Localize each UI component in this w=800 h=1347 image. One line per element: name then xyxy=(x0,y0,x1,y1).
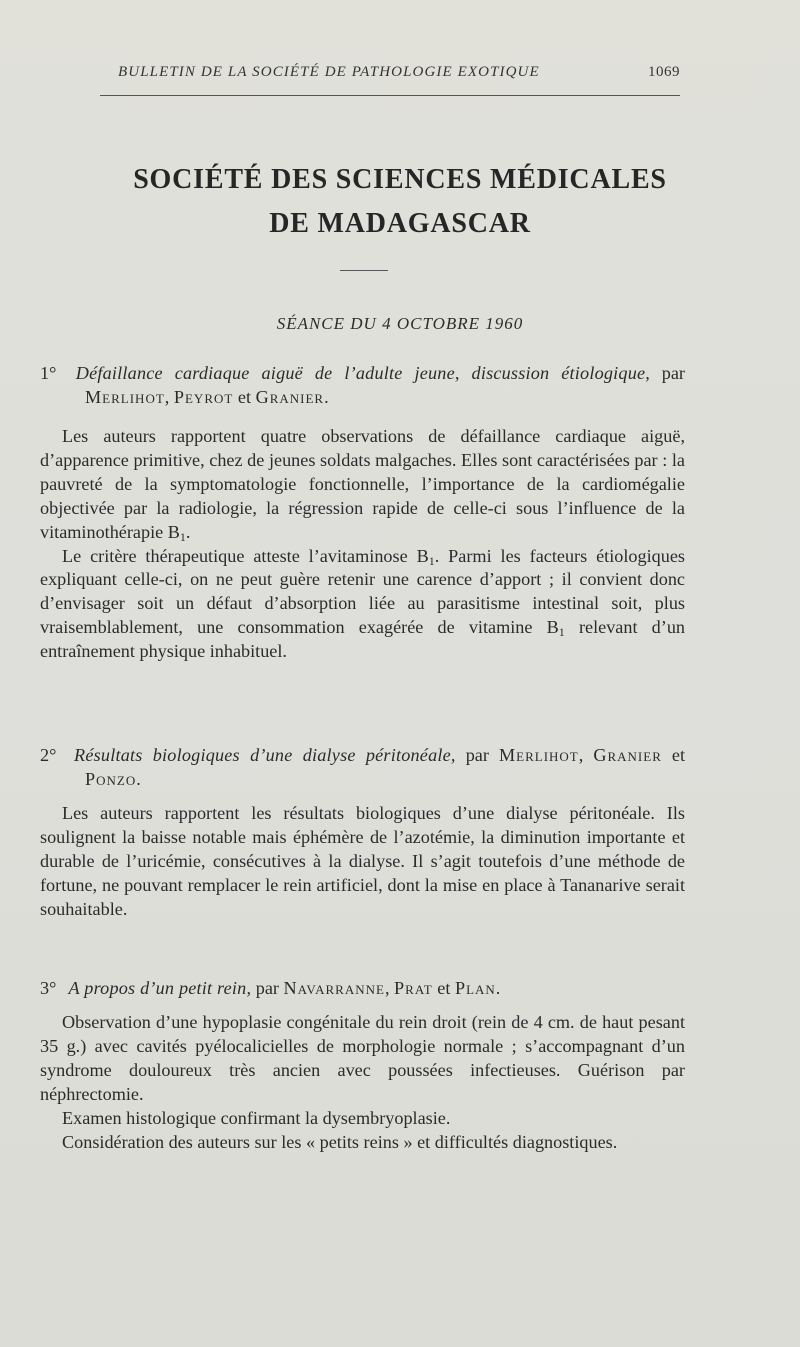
period: . xyxy=(324,387,329,407)
page-number: 1069 xyxy=(648,64,680,80)
item-1-paragraph-2: Le critère thérapeutique atteste l’avitaminose $B_1$. Parmi les facteurs étiologiques expliquant celle-ci, on ne peut guère retenir une carence d’apport ; il convient donc d’envisager soit un défaut d’absorption liée au parasitisme intestinal soit, plus vraisemblablement, une consommation exagérée de vitamine $B_1$ relevant d’un entraînement physique inhabituel. xyxy=(40,545,686,662)
item-3-number: 3° xyxy=(40,978,57,998)
item-1-title: Défaillance cardiaque aiguë de l’adulte jeune, discussion étiologique, xyxy=(75,363,651,383)
item-2-number: 2° xyxy=(40,745,57,765)
period: . xyxy=(495,978,501,998)
comma: , xyxy=(384,978,390,998)
item-3-author-2: Prat xyxy=(394,978,433,998)
item-2-author-1: Merlihot xyxy=(498,745,579,765)
item-2-author-3: Ponzo xyxy=(85,769,137,789)
item-2-heading xyxy=(40,743,685,791)
item-1-author-2: Peyrot xyxy=(173,387,234,407)
header-rule xyxy=(100,95,680,96)
item-3-heading xyxy=(40,976,685,1000)
item-2-by: par xyxy=(465,745,489,765)
conjunction: et xyxy=(671,745,686,765)
item-1-body xyxy=(40,425,685,664)
society-title xyxy=(40,158,760,246)
comma: , xyxy=(164,387,170,407)
session-date: SÉANCE DU 4 OCTOBRE 1960 xyxy=(276,314,524,333)
conjunction: et xyxy=(437,978,451,998)
item-1-by: par xyxy=(661,363,685,383)
item-3-by: par xyxy=(255,978,279,998)
title-rule xyxy=(340,270,388,271)
society-title-line-1: SOCIÉTÉ DES SCIENCES MÉDICALES xyxy=(133,164,667,195)
item-1-paragraph-1: Les auteurs rapportent quatre observations de défaillance cardiaque aiguë, d’apparence primitive, chez de jeunes soldats malgaches. Elles sont caractérisées par : la pauvreté de la symptomatologie fonctionnelle, l’importance de la cardiomégalie objectivée par la radiologie, la régression rapide de celle-ci sous l’influence de la vitaminothérapie $B_1$. xyxy=(40,426,685,544)
item-3-body xyxy=(40,1011,685,1154)
item-3-author-1: Navarranne xyxy=(283,978,385,998)
item-3-paragraph-2: Examen histologique confirmant la dysembryoplasie. xyxy=(62,1107,451,1128)
item-1-author-3: Granier xyxy=(255,387,325,407)
item-3-author-3: Plan xyxy=(454,978,496,998)
comma: , xyxy=(578,745,584,765)
item-1-author-1: Merlihot xyxy=(85,387,165,407)
period: . xyxy=(136,769,141,789)
item-3-title: A propos d’un petit rein, xyxy=(68,978,252,998)
item-3-paragraph-3: Considération des auteurs sur les « petits reins » et difficultés diagnostiques. xyxy=(62,1131,618,1152)
society-title-line-2: DE MADAGASCAR xyxy=(269,208,531,239)
item-2-body xyxy=(40,802,685,922)
item-1-number: 1° xyxy=(40,363,57,383)
conjunction: et xyxy=(237,387,252,407)
item-3-paragraph-1: Observation d’une hypoplasie congénitale du rein droit (rein de 4 cm. de haut pesant 35 g.) avec cavités pyélocalicielles de morphologie normale ; s’accompagnant d’un syndrome douloureux très ancien avec poussées infectieuses. Guérison par néphrectomie. xyxy=(40,1012,685,1104)
item-1-heading xyxy=(40,361,685,409)
item-2-author-2: Granier xyxy=(593,745,662,765)
journal-title: BULLETIN DE LA SOCIÉTÉ DE PATHOLOGIE EXOTIQUE xyxy=(118,64,540,80)
item-2-paragraph-1: Les auteurs rapportent les résultats biologiques d’une dialyse péritonéale. Ils soulignent la baisse notable mais éphémère de l’azotémie, la diminution importante et durable de l’uricémie, consécutives à la dialyse. Il s’agit toutefois d’une méthode de fortune, ne pouvant remplacer le rein artificiel, dont la mise en place à Tananarive serait souhaitable. xyxy=(40,803,685,919)
item-2-title: Résultats biologiques d’une dialyse péritonéale, xyxy=(74,745,456,765)
